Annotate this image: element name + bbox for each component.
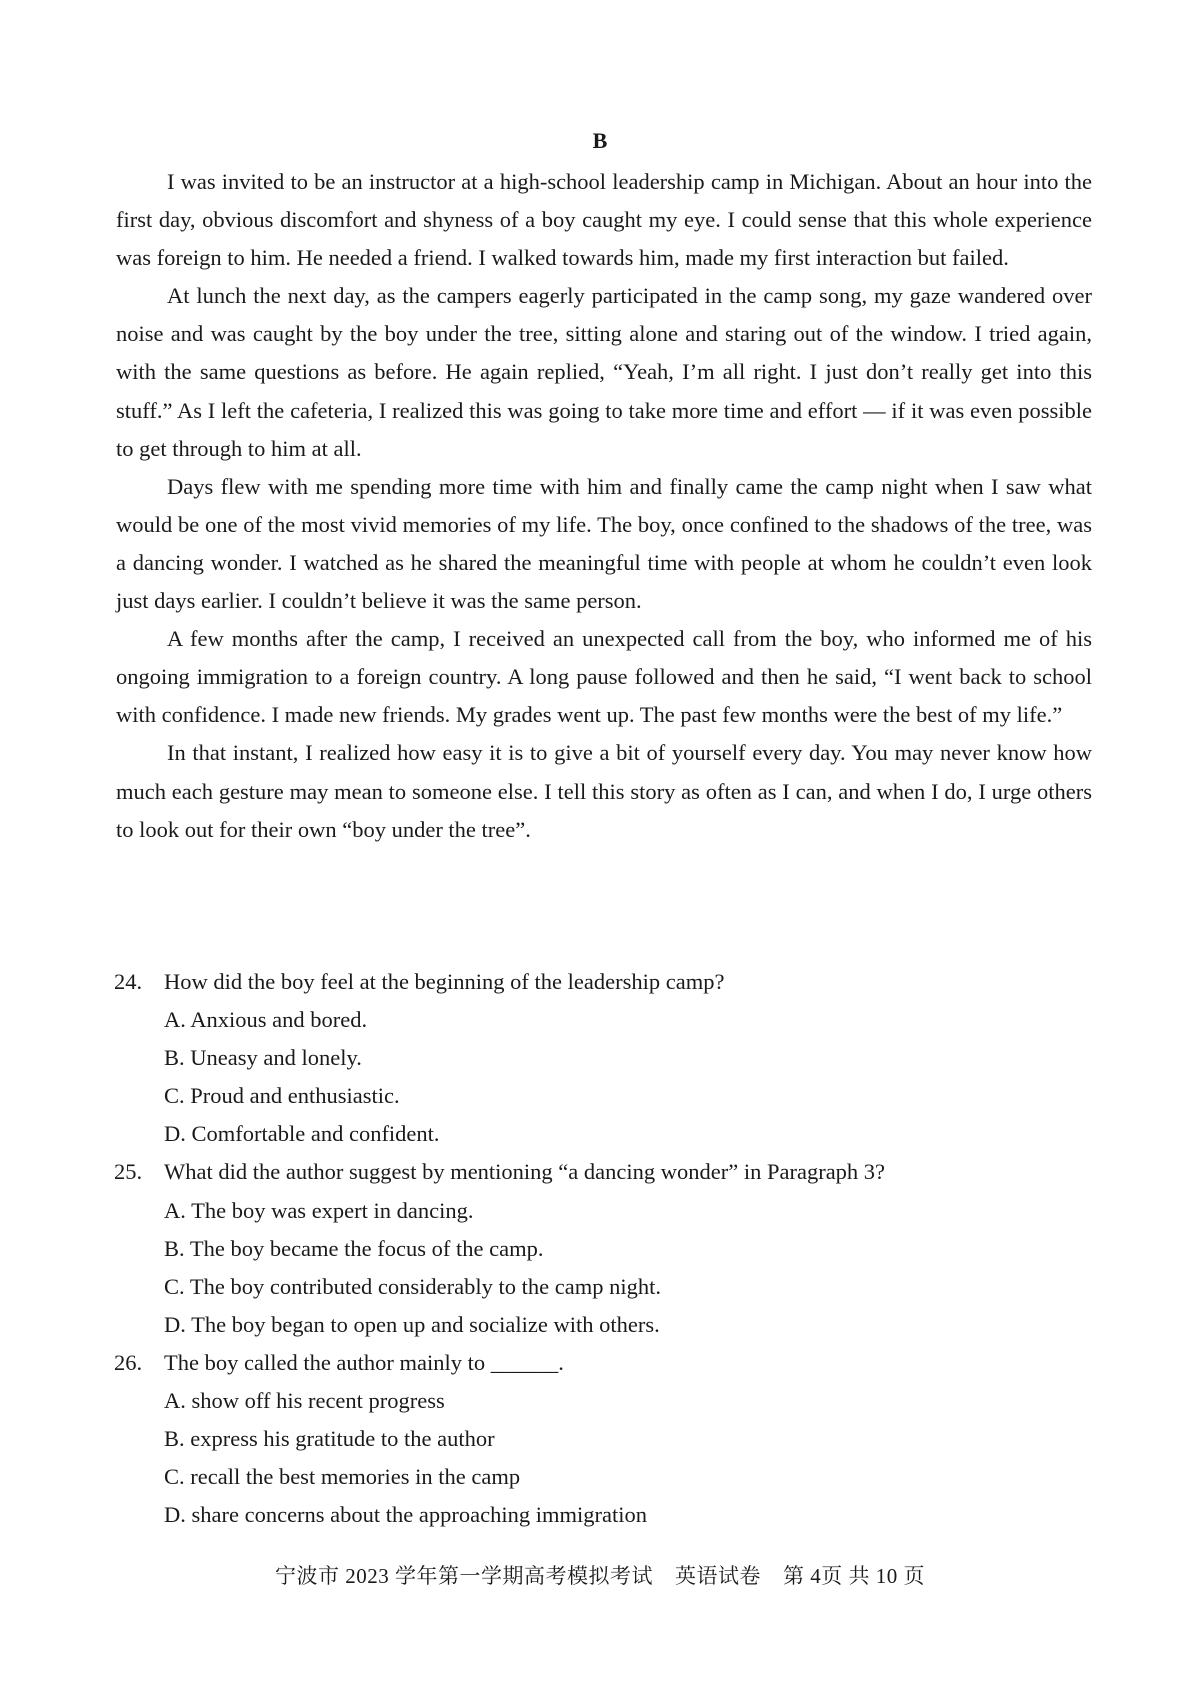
- passage-paragraph: I was invited to be an instructor at a high-school leadership camp in Michigan. About an hour into the first day, obvious discomfort and shyness of a boy caught my eye. I could sense that this whole experience was foreign to him. He needed a friend. I walked towards him, made my first interaction but failed.: [116, 169, 1092, 271]
- question-number: 26.: [114, 1349, 143, 1375]
- option-c: C. Proud and enthusiastic.: [164, 1083, 400, 1109]
- question-number: 24.: [114, 969, 143, 994]
- passage-paragraph: At lunch the next day, as the campers eagerly participated in the camp song, my gaze wandered over noise and was caught by the boy under the tree, sitting alone and staring out of the window. I tried again, with the same questions as before. He again replied, “Yeah, I’m all right. I just don’t really get into this stuff.” As I left the cafeteria, I realized this was going to take more time and effort — if it was even possible to get through to him at all.: [116, 283, 1092, 461]
- page-number: 第 4页 共 10 页: [783, 1564, 925, 1588]
- option-c: C. The boy contributed considerably to the camp night.: [164, 1273, 661, 1299]
- question-26: [114, 1344, 1094, 1534]
- question-list: [114, 963, 1094, 1534]
- option-d: D. The boy began to open up and socialize with others.: [164, 1311, 660, 1337]
- option-d: D. Comfortable and confident.: [164, 1121, 440, 1147]
- reading-passage: [116, 163, 1092, 849]
- passage-paragraph: In that instant, I realized how easy it is to give a bit of yourself every day. You may never know how much each gesture may mean to someone else. I tell this story as often as I can, and when I do, I urge others to look out for their own “boy under the tree”.: [116, 740, 1092, 842]
- option-b: B. The boy became the focus of the camp.: [164, 1235, 544, 1261]
- option-a: A. Anxious and bored.: [164, 1007, 368, 1033]
- question-25: [114, 1153, 1094, 1343]
- page-footer: [0, 1561, 1200, 1591]
- option-b: B. express his gratitude to the author: [164, 1426, 495, 1452]
- option-a: A. show off his recent progress: [164, 1388, 445, 1414]
- question-text: What did the author suggest by mentioning “a dancing wonder” in Paragraph 3?: [164, 1159, 886, 1185]
- subject-label: 英语试卷: [675, 1564, 761, 1588]
- option-a: A. The boy was expert in dancing.: [164, 1197, 474, 1223]
- exam-title: 宁波市 2023 学年第一学期高考模拟考试: [275, 1564, 653, 1588]
- question-text: How did the boy feel at the beginning of the leadership camp?: [164, 969, 725, 994]
- option-b: B. Uneasy and lonely.: [164, 1045, 362, 1071]
- question-text: The boy called the author mainly to ______.: [164, 1349, 564, 1375]
- passage-paragraph: A few months after the camp, I received an unexpected call from the boy, who informed me of his ongoing immigration to a foreign country. A long pause followed and then he said, “I went back to school with confidence. I made new friends. My grades went up. The past few months were the best of my life.”: [116, 626, 1092, 728]
- option-c: C. recall the best memories in the camp: [164, 1464, 521, 1490]
- question-stem: [114, 1153, 1094, 1191]
- question-24: [114, 963, 1094, 1153]
- option-d: D. share concerns about the approaching immigration: [164, 1502, 647, 1528]
- section-heading: B: [592, 128, 608, 153]
- question-stem: [114, 963, 1094, 1001]
- question-stem: [114, 1344, 1094, 1382]
- passage-paragraph: Days flew with me spending more time with him and finally came the camp night when I saw what would be one of the most vivid memories of my life. The boy, once confined to the shadows of the tree, was a dancing wonder. I watched as he shared the meaningful time with people at whom he couldn’t even look just days earlier. I couldn’t believe it was the same person.: [116, 473, 1092, 614]
- question-number: 25.: [114, 1159, 143, 1185]
